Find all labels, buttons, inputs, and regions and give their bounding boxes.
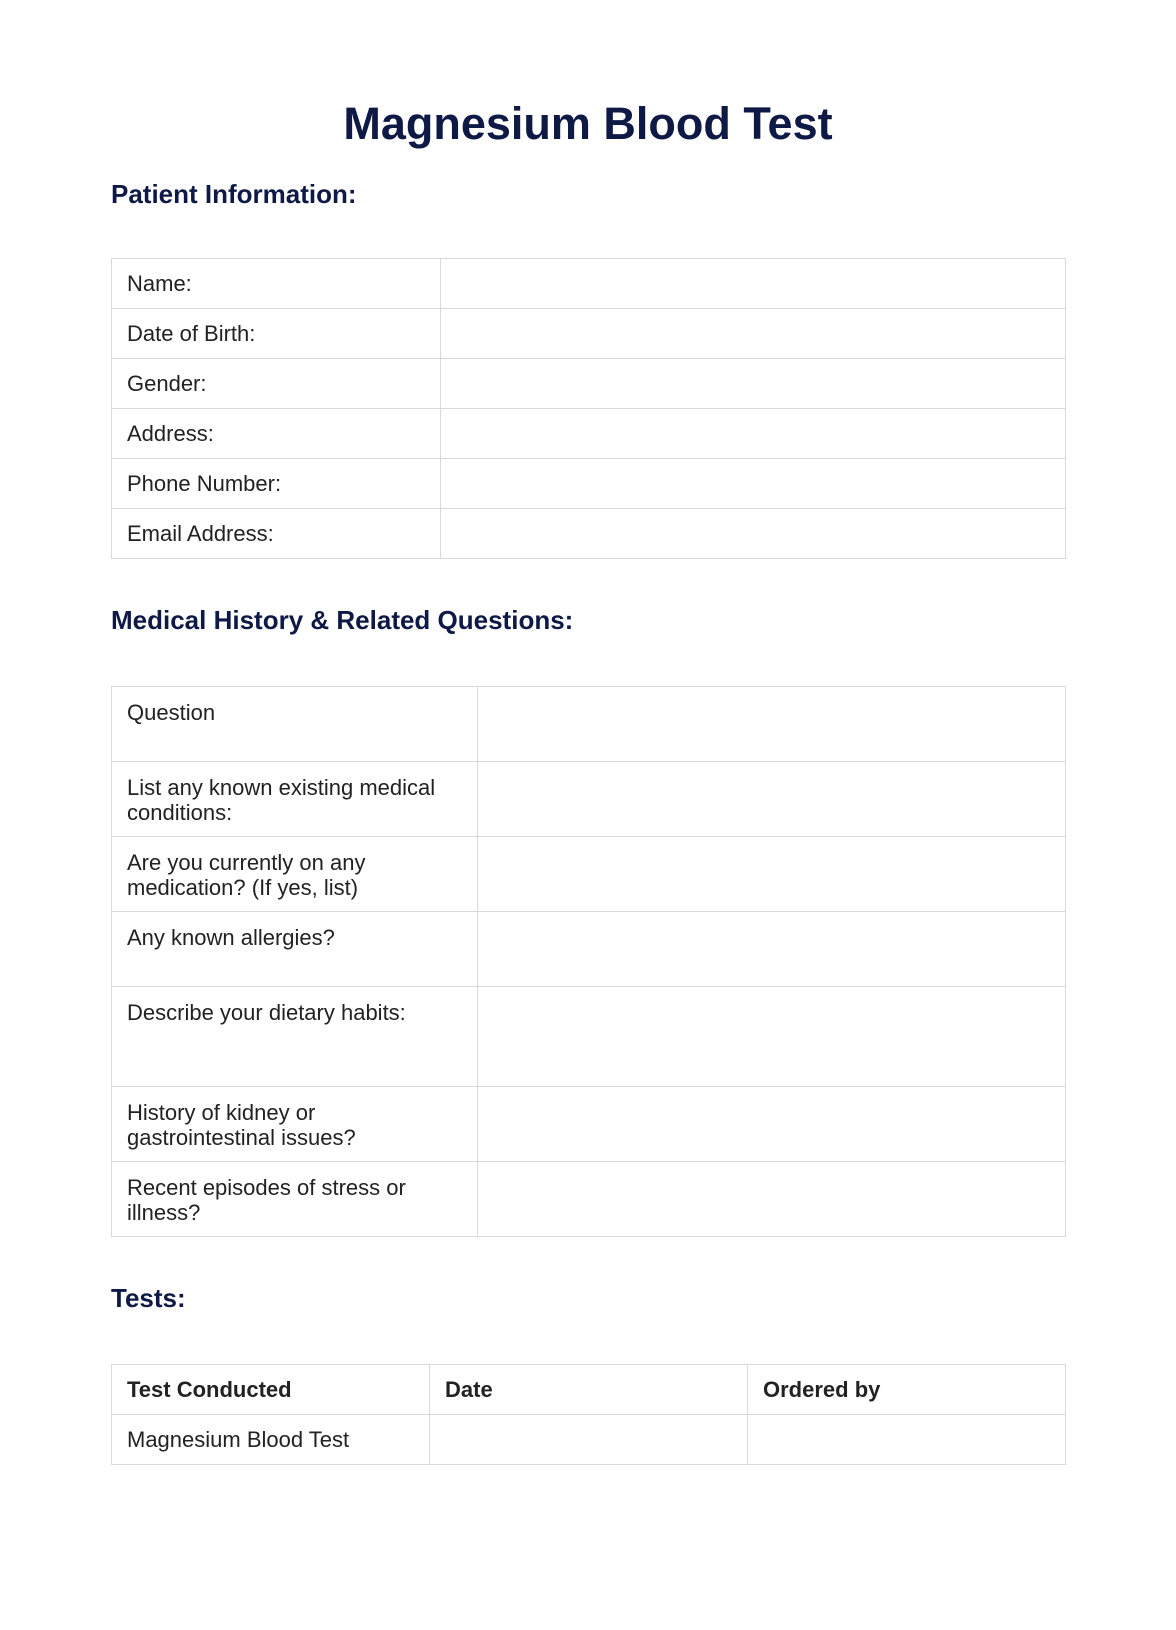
table-row: [112, 987, 1066, 1087]
phone-number-field[interactable]: [441, 459, 1066, 509]
test-date-field[interactable]: [430, 1415, 748, 1465]
email-address-label: Email Address:: [112, 509, 441, 559]
patient-information-table: [111, 258, 1066, 559]
table-row: [112, 837, 1066, 912]
answer-header-cell: [478, 687, 1066, 762]
tests-table: [111, 1364, 1066, 1465]
phone-number-label: Phone Number:: [112, 459, 441, 509]
table-row: [112, 1162, 1066, 1237]
table-header-row: [112, 1365, 1066, 1415]
date-of-birth-field[interactable]: [441, 309, 1066, 359]
medical-history-heading: Medical History & Related Questions:: [111, 605, 574, 635]
table-row: [112, 762, 1066, 837]
dietary-habits-question: Describe your dietary habits:: [112, 987, 478, 1087]
allergies-answer-field[interactable]: [478, 912, 1066, 987]
patient-information-heading: Patient Information:: [111, 179, 357, 209]
table-row: [112, 359, 1066, 409]
medical-conditions-question: List any known existing medical conditions:: [112, 762, 478, 837]
question-header-cell: Question: [112, 687, 478, 762]
stress-illness-answer-field[interactable]: [478, 1162, 1066, 1237]
dietary-habits-answer-field[interactable]: [478, 987, 1066, 1087]
address-field[interactable]: [441, 409, 1066, 459]
medication-question: Are you currently on any medication? (If yes, list): [112, 837, 478, 912]
email-address-field[interactable]: [441, 509, 1066, 559]
ordered-by-field[interactable]: [748, 1415, 1066, 1465]
table-row: [112, 309, 1066, 359]
kidney-gi-history-answer-field[interactable]: [478, 1087, 1066, 1162]
gender-field[interactable]: [441, 359, 1066, 409]
table-row: [112, 912, 1066, 987]
medical-conditions-answer-field[interactable]: [478, 762, 1066, 837]
table-row: [112, 687, 1066, 762]
allergies-question: Any known allergies?: [112, 912, 478, 987]
stress-illness-question: Recent episodes of stress or illness?: [112, 1162, 478, 1237]
kidney-gi-history-question: History of kidney or gastrointestinal issues?: [112, 1087, 478, 1162]
column-header-date: Date: [430, 1365, 748, 1415]
name-field[interactable]: [441, 259, 1066, 309]
gender-label: Gender:: [112, 359, 441, 409]
name-label: Name:: [112, 259, 441, 309]
medical-history-table: [111, 686, 1066, 1237]
tests-heading: Tests:: [111, 1283, 186, 1313]
column-header-test-conducted: Test Conducted: [112, 1365, 430, 1415]
test-conducted-cell: Magnesium Blood Test: [112, 1415, 430, 1465]
table-row: [112, 259, 1066, 309]
table-row: [112, 509, 1066, 559]
date-of-birth-label: Date of Birth:: [112, 309, 441, 359]
address-label: Address:: [112, 409, 441, 459]
medication-answer-field[interactable]: [478, 837, 1066, 912]
document-title: Magnesium Blood Test: [343, 98, 833, 149]
table-row: [112, 1415, 1066, 1465]
column-header-ordered-by: Ordered by: [748, 1365, 1066, 1415]
table-row: [112, 1087, 1066, 1162]
table-row: [112, 459, 1066, 509]
table-row: [112, 409, 1066, 459]
